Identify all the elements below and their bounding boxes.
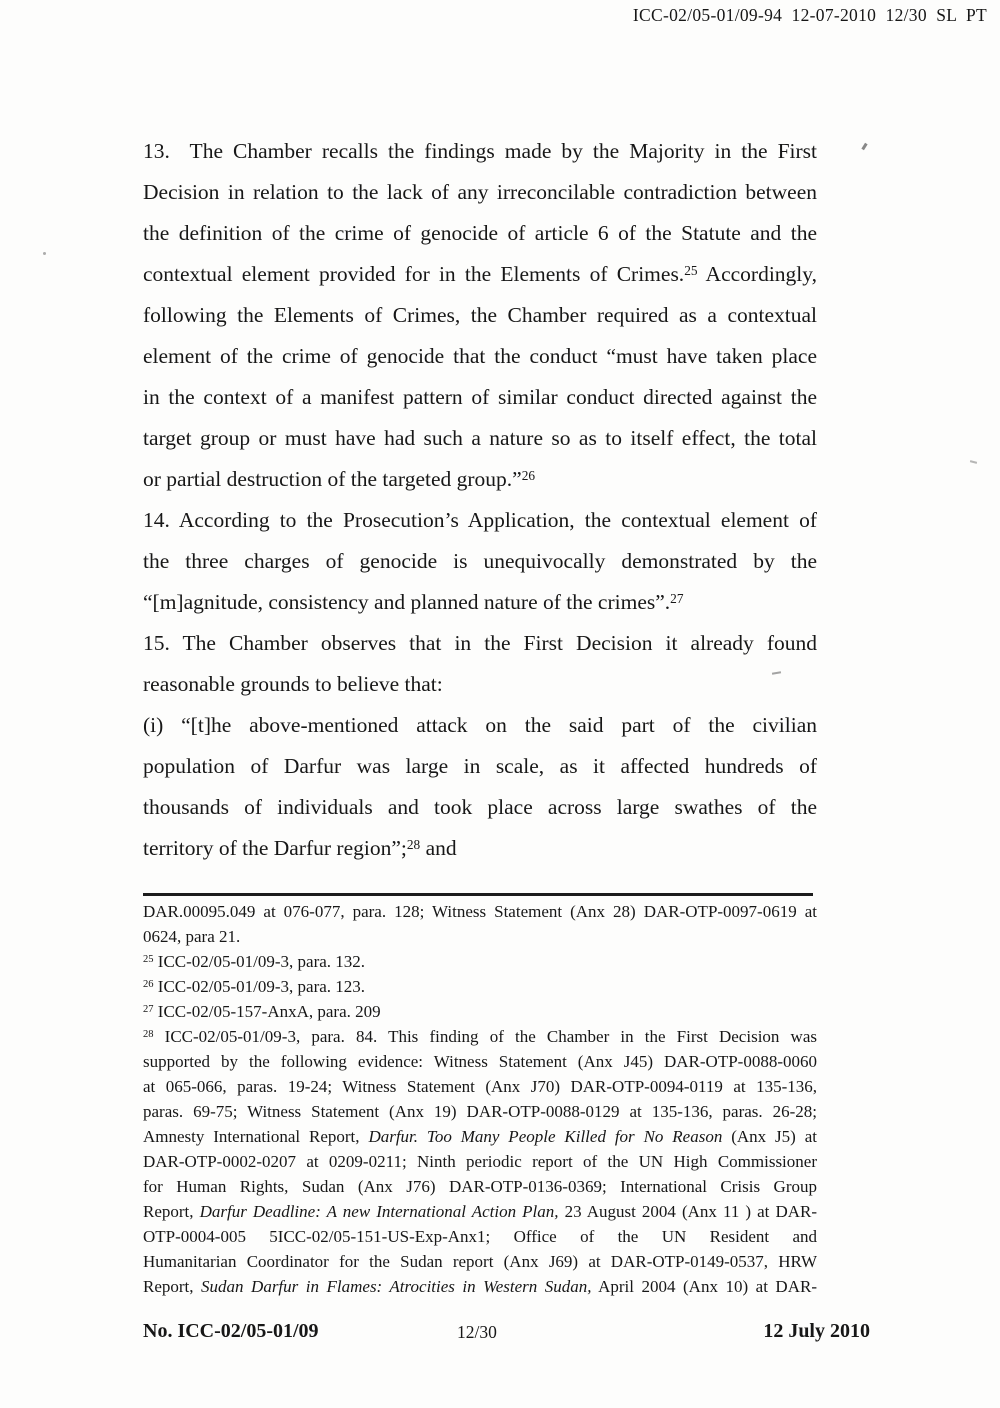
footnote-reference: 26 (521, 468, 536, 484)
text-line (143, 582, 817, 623)
text-line (143, 1049, 817, 1074)
text-line (143, 541, 817, 582)
footer-case-number: No. ICC-02/05-01/09 (143, 1320, 319, 1342)
text-segment: reasonable grounds to believe that: (143, 672, 443, 696)
body-text (143, 131, 817, 869)
text-segment: ICC-02/05-01/09-3, para. 123. (153, 977, 366, 996)
text-line (143, 828, 817, 869)
text-line (143, 500, 817, 541)
text-segment: DAR-OTP-0002-0207 at 0209-0211; Ninth periodic report of the UN High Commissioner (143, 1152, 817, 1171)
paragraph-13 (143, 131, 817, 500)
text-segment: ICC-02/05-01/09-3, para. 84. This finding of the Chamber in the First Decision was (153, 1027, 817, 1046)
text-line (143, 172, 817, 213)
text-segment: 23 August 2004 (Anx 11 ) at DAR- (558, 1202, 817, 1221)
text-line (143, 999, 817, 1024)
text-line (143, 1174, 817, 1199)
text-line (143, 974, 817, 999)
text-line (143, 254, 817, 295)
text-segment: 0624, para 21. (143, 927, 241, 946)
text-segment: 15. The Chamber observes that in the First Decision it already found (143, 631, 817, 655)
text-line (143, 746, 817, 787)
list-item-i (143, 705, 817, 869)
text-segment: contextual element provided for in the Elements of Crimes. (143, 262, 685, 286)
text-segment: following the Elements of Crimes, the Chamber required as a contextual (143, 303, 817, 327)
text-segment: 13. The Chamber recalls the findings made by the Majority in the First (143, 139, 817, 163)
footnote-continuation (143, 899, 817, 949)
text-segment: paras. 69-75; Witness Statement (Anx 19) DAR-OTP-0088-0129 at 135-136, paras. 26-28; (143, 1102, 817, 1121)
paragraph-14 (143, 500, 817, 623)
text-line (143, 899, 817, 924)
text-segment: and (420, 836, 457, 860)
italic-text: Sudan Darfur in Flames: Atrocities in Western Sudan, (201, 1277, 592, 1296)
text-line (143, 1249, 817, 1274)
text-line (143, 1024, 817, 1049)
footnote-27 (143, 999, 817, 1024)
text-line (143, 949, 817, 974)
footnote-reference: 27 (670, 591, 684, 607)
footnote-26 (143, 974, 817, 999)
text-line (143, 1074, 817, 1099)
text-segment: (Anx J5) at (722, 1127, 817, 1146)
text-line (143, 459, 817, 500)
paragraph-15 (143, 623, 817, 705)
footnote-reference: 25 (684, 263, 698, 279)
text-segment: April 2004 (Anx 10) at DAR- (591, 1277, 817, 1296)
text-segment: element of the crime of genocide that the conduct “must have taken place (143, 344, 817, 368)
scan-artifact (861, 143, 867, 151)
text-segment: the three charges of genocide is unequivocally demonstrated by the (143, 549, 817, 573)
text-segment: for Human Rights, Sudan (Anx J76) DAR-OTP-0136-0369; International Crisis Group (143, 1177, 817, 1196)
text-segment: Report, (143, 1202, 200, 1221)
text-segment: 14. According to the Prosecution’s Application, the contextual element of (143, 508, 817, 532)
text-segment: ICC-02/05-157-AnxA, para. 209 (153, 1002, 381, 1021)
footnote-25 (143, 949, 817, 974)
text-segment: target group or must have had such a nature so as to itself effect, the total (143, 426, 817, 450)
text-segment: ICC-02/05-01/09-3, para. 132. (153, 952, 366, 971)
text-segment: or partial destruction of the targeted group.” (143, 467, 522, 491)
text-segment: DAR.00095.049 at 076-077, para. 128; Witness Statement (Anx 28) DAR-OTP-0097-0619 at (143, 902, 817, 921)
text-line (143, 295, 817, 336)
footnote-reference: 26 (143, 979, 154, 991)
text-segment: Amnesty International Report, (143, 1127, 369, 1146)
text-segment: population of Darfur was large in scale, as it affected hundreds of (143, 754, 817, 778)
text-segment: at 065-066, paras. 19-24; Witness Statement (Anx J70) DAR-OTP-0094-0119 at 135-136, (143, 1077, 817, 1096)
text-line (143, 623, 817, 664)
text-line (143, 131, 817, 172)
text-segment: Decision in relation to the lack of any irreconcilable contradiction between (143, 180, 817, 204)
scan-artifact (970, 460, 977, 464)
italic-text: Darfur. Too Many People Killed for No Reason (368, 1127, 723, 1146)
footnote-reference: 27 (143, 1004, 154, 1016)
text-line (143, 1274, 817, 1299)
footer-date: 12 July 2010 (763, 1320, 870, 1342)
text-line (143, 924, 817, 949)
footer-page-indicator: 12/30 (457, 1322, 497, 1342)
text-segment: the definition of the crime of genocide of article 6 of the Statute and the (143, 221, 817, 245)
text-line (143, 377, 817, 418)
footnotes (143, 899, 817, 1299)
text-line (143, 664, 817, 705)
footnote-reference: 25 (143, 954, 154, 966)
text-line (143, 1124, 817, 1149)
text-segment: (i) “[t]he above-mentioned attack on the said part of the civilian (143, 713, 817, 737)
scan-artifact (43, 252, 46, 255)
text-line (143, 705, 817, 746)
footnote-separator (143, 893, 813, 896)
text-segment: in the context of a manifest pattern of similar conduct directed against the (143, 385, 817, 409)
text-line (143, 1199, 817, 1224)
footnote-reference: 28 (406, 837, 421, 853)
page-footer (0, 1320, 1000, 1362)
text-segment: “[m]agnitude, consistency and planned nature of the crimes”. (143, 590, 671, 614)
text-segment: Accordingly, (697, 262, 817, 286)
text-segment: OTP-0004-005 5ICC-02/05-151-US-Exp-Anx1; Office of the UN Resident and (143, 1227, 817, 1246)
text-segment: supported by the following evidence: Witness Statement (Anx J45) DAR-OTP-0088-0060 (143, 1052, 817, 1071)
text-line (143, 787, 817, 828)
italic-text: Darfur Deadline: A new International Action Plan, (199, 1202, 559, 1221)
text-line (143, 1099, 817, 1124)
text-segment: territory of the Darfur region”; (143, 836, 407, 860)
text-segment: Humanitarian Coordinator for the Sudan report (Anx J69) at DAR-OTP-0149-0537, HRW (143, 1252, 817, 1271)
text-segment: Report, (143, 1277, 202, 1296)
text-line (143, 418, 817, 459)
text-line (143, 1149, 817, 1174)
text-line (143, 336, 817, 377)
text-line (143, 1224, 817, 1249)
footnote-reference: 28 (143, 1029, 154, 1041)
footnote-28 (143, 1024, 817, 1299)
text-segment: thousands of individuals and took place across large swathes of the (143, 795, 817, 819)
text-line (143, 213, 817, 254)
header-stamp: ICC-02/05-01/09-94 12-07-2010 12/30 SL PT (632, 5, 987, 25)
